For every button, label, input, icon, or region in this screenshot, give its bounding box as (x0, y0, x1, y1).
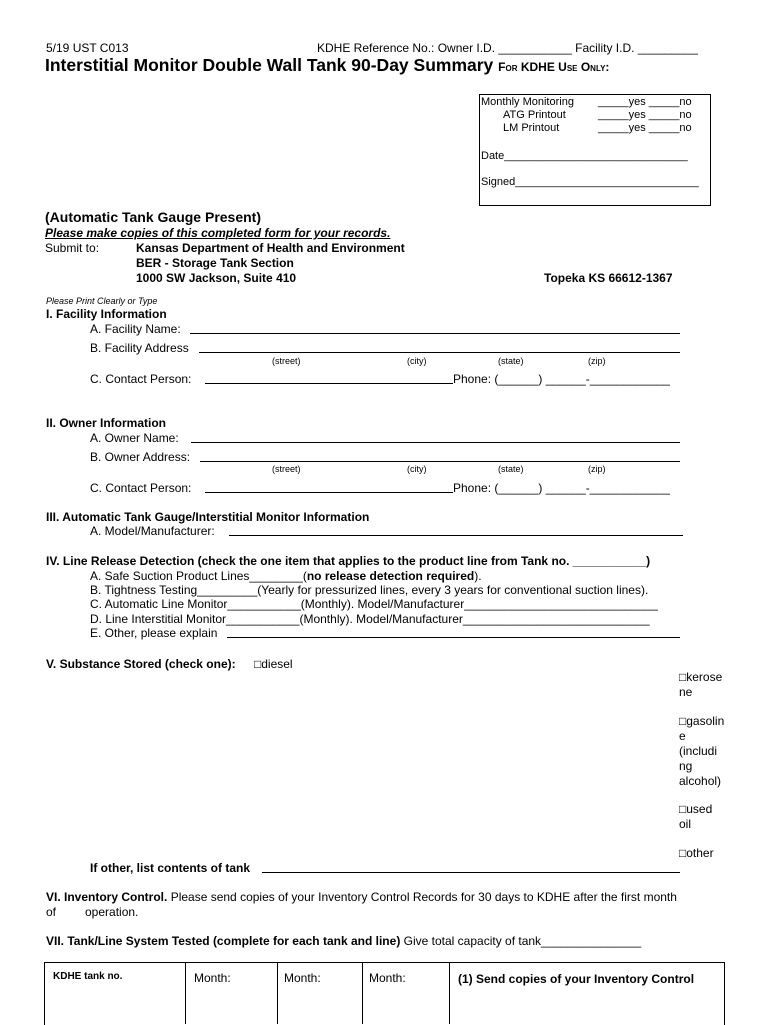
monthly-monitoring-yes-no[interactable]: _____yes _____no (598, 96, 692, 108)
month-header-1[interactable]: Month: (194, 971, 231, 985)
atg-printout-yes-no[interactable]: _____yes _____no (598, 109, 692, 121)
section5-heading: V. Substance Stored (check one): (46, 657, 236, 671)
street-caption: (street) (272, 356, 301, 366)
used-oil-checkbox[interactable] (679, 802, 712, 832)
line-option-b[interactable]: B. Tightness Testing_________(Yearly for pressurized lines, every 3 years for conventional suction lines). (90, 583, 649, 597)
section7-heading: VII. Tank/Line System Tested (complete for each tank and line) (46, 934, 401, 948)
phone-field[interactable]: Phone: (______) ______-____________ (453, 372, 670, 386)
gasoline-checkbox[interactable] (679, 714, 724, 789)
owner-address-input[interactable] (200, 461, 680, 462)
month-header-3[interactable]: Month: (369, 971, 406, 985)
used-oil-line2: oil (679, 817, 692, 831)
signed-field[interactable]: Signed______________________________ (481, 176, 699, 188)
state-caption: (state) (498, 356, 524, 366)
line-option-a-end: ). (474, 569, 482, 583)
date-field[interactable]: Date______________________________ (481, 150, 688, 162)
line-option-d[interactable]: D. Line Interstitial Monitor___________(Monthly). Model/Manufacturer____________________________ (90, 612, 650, 626)
org-name: Kansas Department of Health and Environment (136, 241, 405, 255)
section6-operation: operation. (85, 905, 139, 919)
form-id: 5/19 UST C013 (46, 41, 129, 55)
gasoline-line2: e (679, 729, 686, 743)
state-caption: (state) (498, 464, 524, 474)
for-kdhe-use: For KDHE Use Only: (498, 60, 610, 74)
used-oil-line1: □used (679, 802, 713, 816)
facility-address-input[interactable] (199, 352, 680, 353)
lm-printout-yes-no[interactable]: _____yes _____no (598, 122, 692, 134)
org-city: Topeka KS 66612-1367 (544, 271, 673, 285)
city-caption: (city) (407, 464, 427, 474)
if-other-label: If other, list contents of tank (90, 861, 251, 875)
gasoline-line3: (includi (679, 744, 718, 758)
table-divider (277, 962, 278, 1024)
owner-phone-field[interactable]: Phone: (______) ______-____________ (453, 481, 670, 495)
city-caption: (city) (407, 356, 427, 366)
diesel-checkbox[interactable]: □diesel (254, 657, 293, 671)
section2-heading: II. Owner Information (46, 416, 167, 430)
owner-contact-input[interactable] (205, 492, 453, 493)
model-manufacturer-input[interactable] (229, 535, 683, 536)
other-contents-input[interactable] (262, 872, 680, 873)
facility-name-input[interactable] (190, 333, 680, 334)
contact-person-input[interactable] (205, 383, 453, 384)
gasoline-line1: □gasolin (679, 714, 725, 728)
owner-name-input[interactable] (191, 442, 680, 443)
section6-text (46, 890, 677, 904)
line-option-a-text: A. Safe Suction Product Lines________( (90, 569, 307, 583)
subtitle: (Automatic Tank Gauge Present) (45, 209, 262, 225)
section4-heading: IV. Line Release Detection (check the one item that applies to the product line from Tank no. ___________) (46, 554, 651, 568)
kdhe-reference: KDHE Reference No.: Owner I.D. ___________ Facility I.D. _________ (317, 41, 698, 55)
table-divider (449, 962, 450, 1024)
other-explain-input[interactable] (227, 637, 680, 638)
submit-to-label: Submit to: (45, 241, 100, 255)
no-release-detection: no release detection required (306, 569, 475, 583)
section7-capacity[interactable]: Give total capacity of tank_______________ (403, 934, 642, 948)
monthly-monitoring-label: Monthly Monitoring (481, 96, 574, 108)
line-option-a[interactable] (90, 569, 482, 583)
title-text: Interstitial Monitor Double Wall Tank 90-Day Summary (45, 55, 494, 75)
kerosene-checkbox[interactable] (679, 670, 722, 700)
model-manufacturer-label: A. Model/Manufacturer: (90, 524, 215, 538)
month-header-2[interactable]: Month: (284, 971, 321, 985)
kerosene-line2: ne (679, 685, 693, 699)
section3-heading: III. Automatic Tank Gauge/Interstitial Monitor Information (46, 510, 370, 524)
facility-address-label: B. Facility Address (90, 341, 189, 355)
owner-address-label: B. Owner Address: (90, 450, 191, 464)
contact-person-label: C. Contact Person: (90, 372, 192, 386)
atg-printout-label: ATG Printout (503, 109, 566, 121)
section6-body: Please send copies of your Inventory Control Records for 30 days to KDHE after the first month (170, 890, 677, 904)
zip-caption: (zip) (588, 464, 606, 474)
facility-name-label: A. Facility Name: (90, 322, 181, 336)
copies-note: Please make copies of this completed form for your records. (45, 226, 391, 240)
line-option-e[interactable]: E. Other, please explain (90, 626, 218, 640)
org-section: BER - Storage Tank Section (136, 256, 294, 270)
section1-heading: I. Facility Information (46, 307, 167, 321)
send-copies-header: (1) Send copies of your Inventory Control (458, 972, 695, 986)
section7-text (46, 934, 641, 948)
page-title (45, 55, 609, 76)
kdhe-tank-no-header: KDHE tank no. (53, 971, 123, 982)
zip-caption: (zip) (588, 356, 606, 366)
gasoline-line5: alcohol) (679, 774, 722, 788)
owner-name-label: A. Owner Name: (90, 431, 179, 445)
street-caption: (street) (272, 464, 301, 474)
print-note: Please Print Clearly or Type (46, 296, 158, 306)
section6-of: of (46, 905, 57, 919)
other-checkbox[interactable]: □other (679, 846, 714, 860)
table-divider (185, 962, 186, 1024)
kerosene-line1: □kerose (679, 670, 723, 684)
line-option-c[interactable]: C. Automatic Line Monitor___________(Monthly). Model/Manufacturer_____________________________ (90, 597, 658, 611)
org-address: 1000 SW Jackson, Suite 410 (136, 271, 297, 285)
table-divider (362, 962, 363, 1024)
owner-contact-label: C. Contact Person: (90, 481, 192, 495)
section6-heading: VI. Inventory Control. (46, 890, 168, 904)
gasoline-line4: ng (679, 759, 693, 773)
lm-printout-label: LM Printout (503, 122, 560, 134)
